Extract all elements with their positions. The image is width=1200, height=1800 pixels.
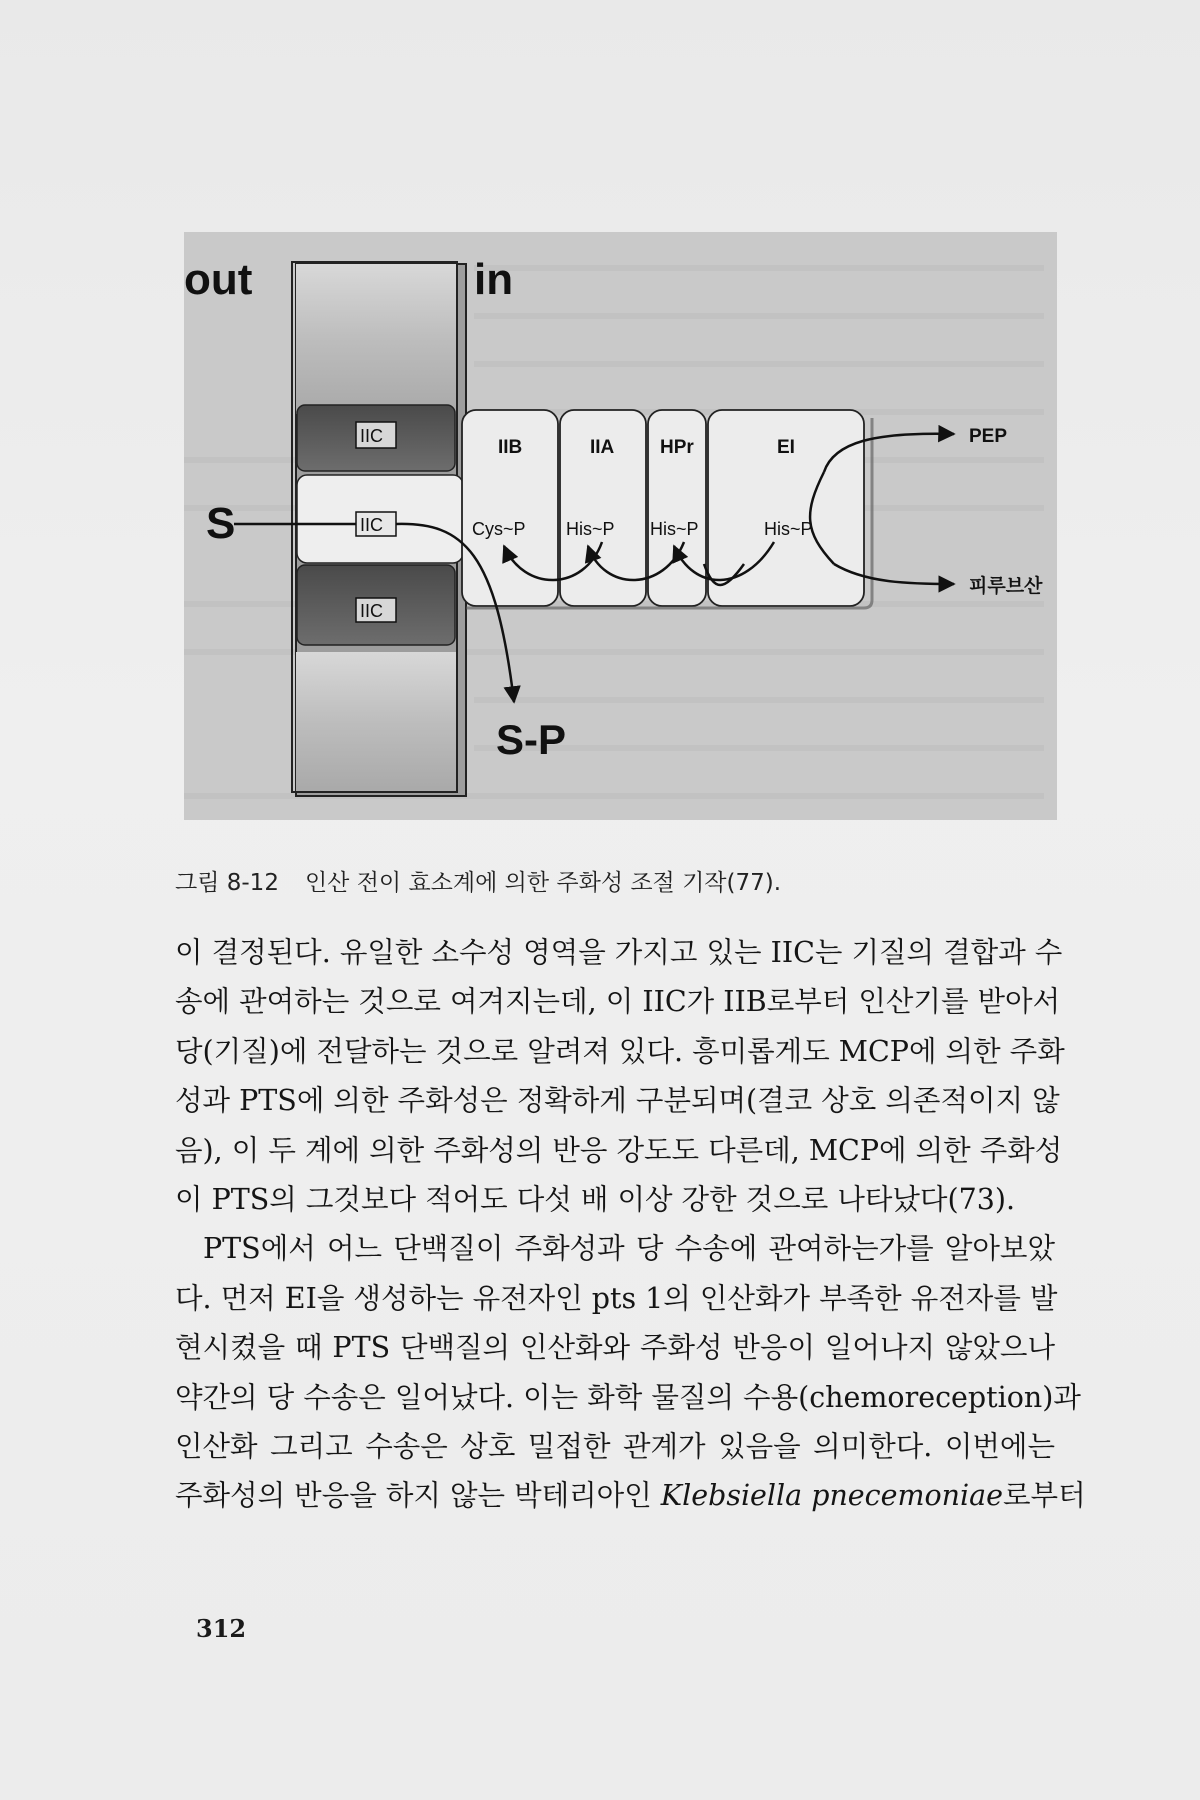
his-p-hpr-label: His~P: [650, 519, 699, 539]
text-line: 다. 먼저 EI을 생성하는 유전자인 pts 1의 인산화가 부족한 유전자를 발: [175, 1281, 1058, 1315]
iia-label: IIA: [590, 437, 615, 458]
text-line: 현시켰을 때 PTS 단백질의 인산화와 주화성 반응이 일어나지 않았으나: [175, 1331, 1055, 1365]
cys-p-label: Cys~P: [472, 519, 526, 539]
species-name: Klebsiella pnecemoniae: [660, 1479, 1004, 1513]
pyruvate-label: 피루브산: [969, 576, 1043, 597]
text-segment: 로부터: [1003, 1479, 1086, 1513]
iic-top-label: IIC: [360, 426, 384, 446]
substrate-label: S: [206, 499, 236, 548]
body-text: [175, 928, 1086, 1521]
iib-label: IIB: [498, 437, 523, 458]
ei-label: EI: [777, 437, 795, 458]
his-p-iia-label: His~P: [566, 519, 615, 539]
text-line: 이 결정된다. 유일한 소수성 영역을 가지고 있는 IIC는 기질의 결합과 수: [175, 936, 1063, 969]
product-label: S-P: [496, 716, 567, 763]
his-p-ei-label: His~P: [764, 519, 813, 539]
figure-caption: [175, 864, 1075, 897]
page-number: 312: [196, 1614, 247, 1643]
iic-middle-label: IIC: [360, 515, 384, 535]
text-line: 음), 이 두 계에 의한 주화성의 반응 강도도 다른데, MCP에 의한 주화성: [175, 1133, 1063, 1167]
text-line: 이 PTS의 그것보다 적어도 다섯 배 이상 강한 것으로 나타났다(73).: [175, 1182, 1016, 1216]
in-label: in: [474, 255, 514, 304]
hpr-label: HPr: [660, 437, 694, 458]
out-label: out: [184, 255, 253, 304]
text-segment: 주화성의 반응을 하지 않는 박테리아인: [175, 1479, 661, 1513]
text-line: 송에 관여하는 것으로 여겨지는데, 이 IIC가 IIB로부터 인산기를 받아서: [175, 985, 1061, 1019]
text-line: 약간의 당 수송은 일어났다. 이는 화학 물질의 수용(chemoreception)과: [175, 1380, 1081, 1414]
text-line: 성과 PTS에 의한 주화성은 정확하게 구분되며(결코 상호 의존적이지 않: [175, 1084, 1060, 1118]
text-line-last: [175, 1471, 1086, 1520]
iic-bottom-label: IIC: [360, 601, 384, 621]
pts-chemotaxis-figure: [184, 232, 1057, 820]
text-line: 당(기질)에 전달하는 것으로 알려져 있다. 흥미롭게도 MCP에 의한 주화: [175, 1034, 1065, 1068]
pep-label: PEP: [969, 426, 1008, 447]
text-line: PTS에서 어느 단백질이 주화성과 당 수송에 관여하는가를 알아보았: [203, 1232, 1055, 1266]
text-line: 인산화 그리고 수송은 상호 밀접한 관계가 있음을 의미한다. 이번에는: [175, 1429, 1055, 1463]
figure-number: 그림 8-12: [175, 870, 279, 896]
caption-text: 인산 전이 효소계에 의한 주화성 조절 기작(77).: [304, 870, 782, 896]
